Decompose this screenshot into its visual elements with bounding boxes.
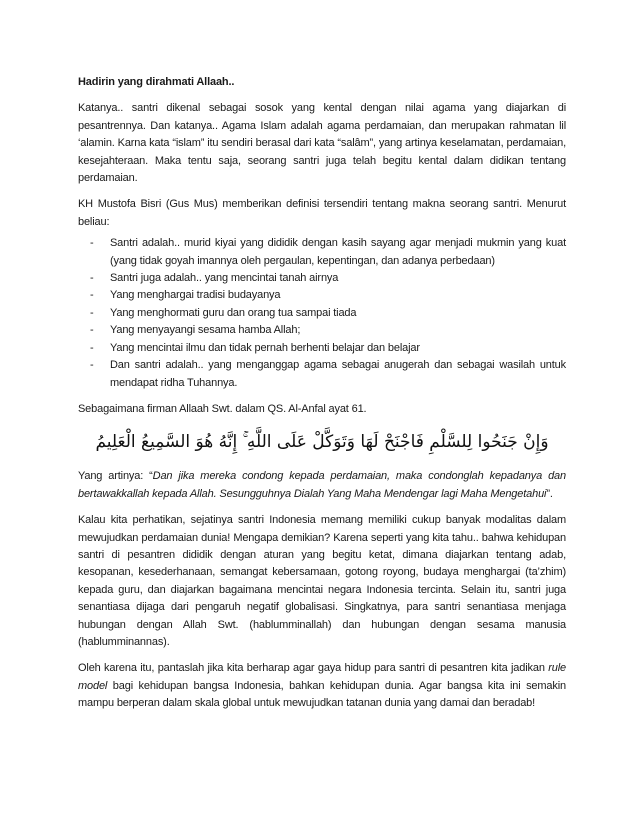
list-item: - Dan santri adalah.. yang menganggap agama sebagai anugerah dan sebagai wasilah untuk mendapat ridha Tuhannya. [90, 359, 566, 389]
list-dash: - [90, 306, 94, 319]
list-dash: - [90, 237, 94, 250]
list-dash: - [90, 324, 94, 337]
translation-italic: Dan jika mereka condong kepada perdamaian, maka condonglah kepadanya dan bertawakkallah kepada Allah. Sesungguhnya Dialah Yang Maha Mendengar lagi Maha Mengetahui [78, 470, 566, 500]
list-item: - Yang mencintai ilmu dan tidak pernah berhenti belajar dan belajar [78, 340, 566, 357]
paragraph-gus-mus: KH Mustofa Bisri (Gus Mus) memberikan definisi tersendiri tentang makna seorang santri. Menurut beliau: [78, 198, 566, 228]
greeting-heading: Hadirin yang dirahmati Allaah.. [78, 76, 235, 88]
list-dash: - [90, 272, 94, 285]
list-item: - Yang menghargai tradisi budayanya [78, 287, 566, 304]
list-dash: - [90, 341, 94, 354]
list-item: - Santri juga adalah.. yang mencintai tanah airnya [78, 270, 566, 287]
paragraph-translation: Yang artinya: “Dan jika mereka condong kepada perdamaian, maka condonglah kepadanya dan bertawakkallah kepada Allah. Sesungguhnya Dialah Yang Maha Mendengar lagi Maha Mengetahui”. [78, 470, 566, 500]
list-item: - Yang menghormati guru dan orang tua sampai tiada [78, 305, 566, 322]
paragraph-intro: Katanya.. santri dikenal sebagai sosok yang kental dengan nilai agama yang diajarkan di pesantrennya. Dan katanya.. Agama Islam adalah agama perdamaian, dan merupakan rahmatan lil ‘alamin. Karna kata “islam” itu sendiri berasal dari kata “salâm”, yang artinya keselamatan, perdamaian, kesejahteraan. Maka tentu saja, seorang santri juga telah begitu kental dalam didikan tentang perdamaian. [78, 102, 566, 185]
list-dash: - [90, 359, 94, 372]
santri-definition-list [78, 235, 566, 392]
list-item: - Yang menyayangi sesama hamba Allah; [78, 322, 566, 339]
paragraph-quran-reference: Sebagaimana firman Allaah Swt. dalam QS. Al-Anfal ayat 61. [78, 402, 367, 415]
rule-model-italic: rule model [78, 662, 566, 692]
paragraph-modalitas: Kalau kita perhatikan, sejatinya santri Indonesia memang memiliki cukup banyak modalitas dalam mewujudkan perdamaian dunia! Mengapa demikian? Karena seperti yang kita tahu.. bahwa kehidupan santri di pesantren dididik dengan aturan yang begitu ketat, dimana diajarkan tentang adab, kesopanan, kesederhanaan, semangat kebersamaan, gotong royong, budaya menghargai (ta’zhim) kepada guru, dan diajarkan bagaimana mencintai negara Indonesia tercinta. Selain itu, santri juga senantiasa dijaga dari pengaruh negatif globalisasi. Singkatnya, para santri senantiasa menjaga hubungan dengan Allah Swt. (hablumminallah) dan hubungan dengan sesama manusia (hablumminannas). [78, 514, 566, 648]
list-item: - Santri adalah.. murid kiyai yang dididik dengan kasih sayang agar menjadi mukmin yang kuat (yang tidak goyah imannya oleh pergaulan, kepentingan, dan adanya perbedaan) [90, 237, 566, 267]
paragraph-closing: Oleh karena itu, pantaslah jika kita berharap agar gaya hidup para santri di pesantren kita jadikan rule model bagi kehidupan bangsa Indonesia, bahkan kehidupan dunia. Agar bangsa kita ini semakin mampu berperan dalam skala global untuk mewujudkan tatanan dunia yang damai dan beradab! [78, 662, 566, 710]
arabic-verse: وَإِنْ جَنَحُوا لِلسَّلْمِ فَاجْنَحْ لَهَا وَتَوَكَّلْ عَلَى اللَّهِ ۚ إِنَّهُ هُوَ السَّمِيعُ الْعَلِيمُ [95, 432, 549, 453]
list-dash: - [90, 289, 94, 302]
